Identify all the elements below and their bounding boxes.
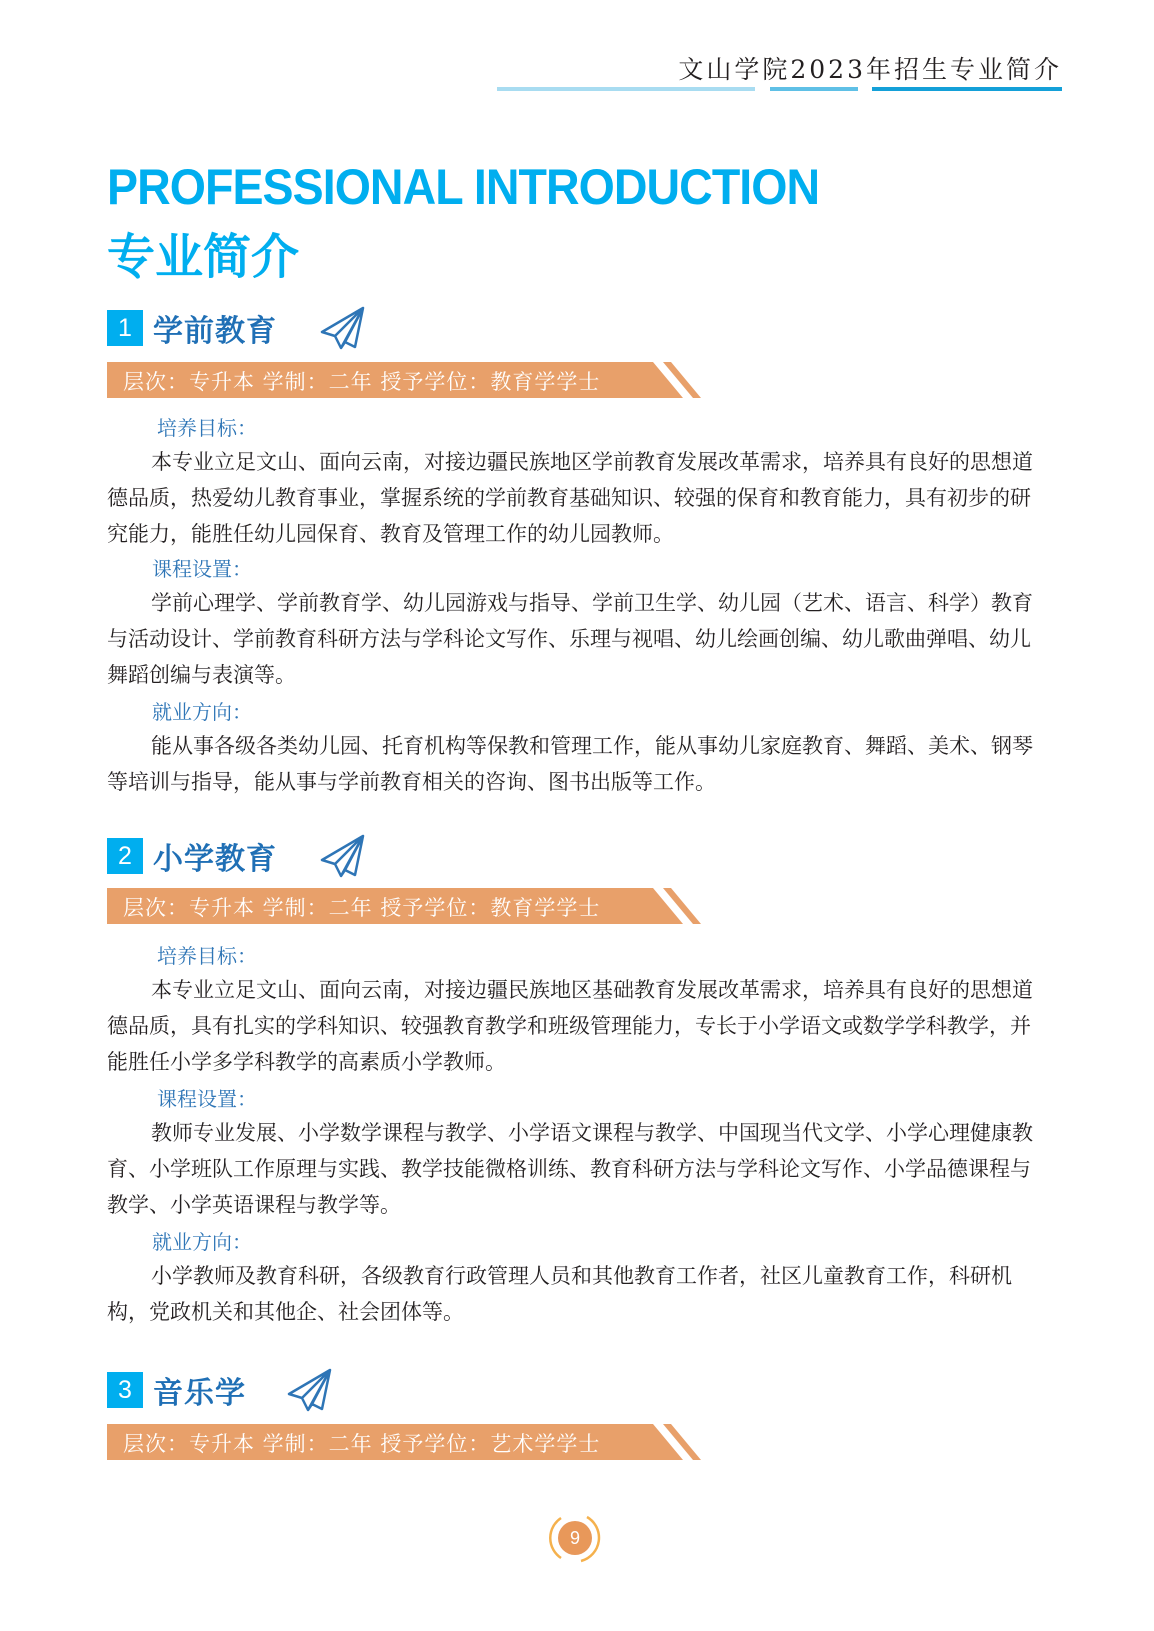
- page-title-chinese: 专业简介: [107, 229, 300, 285]
- goal-paragraph: [107, 972, 1037, 1080]
- major-heading: [107, 310, 365, 349]
- major-name: 学前教育: [153, 314, 277, 349]
- goal-paragraph: [107, 444, 1037, 552]
- header-rule-mid: [770, 87, 858, 91]
- career-label: 就业方向：: [152, 1230, 252, 1254]
- major-heading: [107, 838, 365, 877]
- document-header-title: 文山学院2023年招生专业简介: [678, 55, 1062, 84]
- courses-label: 课程设置：: [157, 1087, 257, 1111]
- major-info-text: 层次：专升本 学制：二年 授予学位：教育学学士: [123, 896, 601, 920]
- major-number-badge: 3: [107, 1372, 143, 1408]
- major-info-band: [107, 888, 693, 924]
- major-heading: [107, 1372, 332, 1411]
- major-info-text: 层次：专升本 学制：二年 授予学位：艺术学学士: [123, 1432, 601, 1456]
- page-number-badge: [547, 1510, 603, 1566]
- major-info-text: 层次：专升本 学制：二年 授予学位：教育学学士: [123, 370, 601, 394]
- header-rule-dark: [872, 87, 1062, 91]
- major-name: 音乐学: [153, 1376, 246, 1411]
- career-paragraph: [107, 1258, 1037, 1330]
- courses-paragraph: [107, 585, 1037, 693]
- courses-text: 教师专业发展、小学数学课程与教学、小学语文课程与教学、中国现当代文学、小学心理健康教育、小学班队工作原理与实践、教学技能微格训练、教育科研方法与学科论文写作、小学品德课程与教学、小学英语课程与教学等。: [107, 1121, 1033, 1217]
- major-info-band: [107, 362, 693, 398]
- paper-plane-icon: [319, 834, 365, 878]
- career-text: 能从事各级各类幼儿园、托育机构等保教和管理工作，能从事幼儿家庭教育、舞蹈、美术、钢琴等培训与指导，能从事与学前教育相关的咨询、图书出版等工作。: [107, 734, 1033, 794]
- major-number-badge: 1: [107, 310, 143, 346]
- courses-paragraph: [107, 1115, 1037, 1223]
- career-label: 就业方向：: [152, 700, 252, 724]
- courses-text: 学前心理学、学前教育学、幼儿园游戏与指导、学前卫生学、幼儿园（艺术、语言、科学）教育与活动设计、学前教育科研方法与学科论文写作、乐理与视唱、幼儿绘画创编、幼儿歌曲弹唱、幼儿舞蹈创编与表演等。: [107, 591, 1033, 687]
- paper-plane-icon: [319, 306, 365, 350]
- goal-text: 本专业立足文山、面向云南，对接边疆民族地区学前教育发展改革需求，培养具有良好的思想道德品质，热爱幼儿教育事业，掌握系统的学前教育基础知识、较强的保育和教育能力，具有初步的研究能力，能胜任幼儿园保育、教育及管理工作的幼儿园教师。: [107, 450, 1033, 546]
- paper-plane-icon: [286, 1368, 332, 1412]
- goal-label: 培养目标：: [157, 416, 257, 440]
- page-number: 9: [569, 1527, 580, 1548]
- career-paragraph: [107, 728, 1037, 800]
- courses-label: 课程设置：: [152, 557, 252, 581]
- goal-label: 培养目标：: [157, 944, 257, 968]
- career-text: 小学教师及教育科研，各级教育行政管理人员和其他教育工作者，社区儿童教育工作，科研机构，党政机关和其他企、社会团体等。: [107, 1264, 1012, 1324]
- major-name: 小学教育: [153, 842, 277, 877]
- major-info-band: [107, 1424, 693, 1460]
- major-number-badge: 2: [107, 838, 143, 874]
- page-title-english: PROFESSIONAL INTRODUCTION: [107, 159, 820, 215]
- goal-text: 本专业立足文山、面向云南，对接边疆民族地区基础教育发展改革需求，培养具有良好的思想道德品质，具有扎实的学科知识、较强教育教学和班级管理能力，专长于小学语文或数学学科教学，并能胜任小学多学科教学的高素质小学教师。: [107, 978, 1033, 1074]
- header-rule-light: [497, 87, 755, 91]
